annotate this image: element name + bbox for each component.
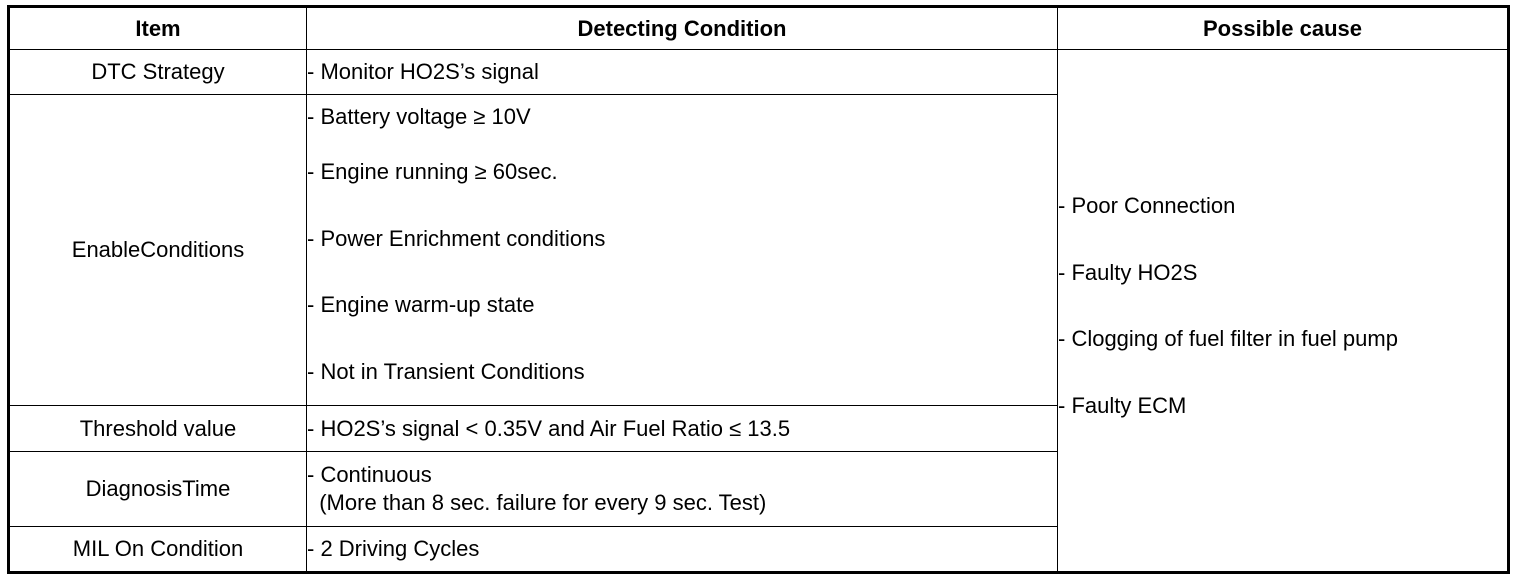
row-item-label: EnableConditions <box>9 95 307 406</box>
condition-line: - Continuous <box>307 462 432 487</box>
condition-line: - Monitor HO2S’s signal <box>307 59 539 84</box>
condition-line: - HO2S’s signal < 0.35V and Air Fuel Ratio ≤ 13.5 <box>307 415 791 441</box>
possible-cause-cell <box>1058 50 1509 573</box>
row-item-label: MIL On Condition <box>9 527 307 573</box>
cause-list <box>1058 50 1507 458</box>
condition-line: - 2 Driving Cycles <box>307 536 480 561</box>
row-item-label: Threshold value <box>9 406 307 452</box>
cause-line: - Poor Connection <box>1058 193 1236 218</box>
row-item-label: DTC Strategy <box>9 50 307 95</box>
condition-line: - Power Enrichment conditions <box>307 225 606 251</box>
row-item-label: DiagnosisTime <box>9 452 307 527</box>
condition-cell <box>307 95 1058 406</box>
condition-line: - Engine warm-up state <box>307 292 535 318</box>
condition-line: (More than 8 sec. failure for every 9 sec. Test) <box>307 490 767 515</box>
condition-cell <box>307 527 1058 573</box>
cause-line: - Clogging of fuel filter in fuel pump <box>1058 326 1398 351</box>
header-cause: Possible cause <box>1058 7 1509 50</box>
table-row <box>9 50 1509 95</box>
condition-line: - Battery voltage ≥ 10V <box>307 104 531 129</box>
condition-line: - Not in Transient Conditions <box>307 358 585 384</box>
dtc-table <box>7 5 1510 574</box>
condition-cell <box>307 406 1058 452</box>
condition-cell <box>307 50 1058 95</box>
cause-line: - Faulty ECM <box>1058 392 1187 418</box>
header-condition: Detecting Condition <box>307 7 1058 50</box>
condition-cell <box>307 452 1058 527</box>
header-item: Item <box>9 7 307 50</box>
cause-line: - Faulty HO2S <box>1058 259 1198 285</box>
condition-line: - Engine running ≥ 60sec. <box>307 159 558 185</box>
header-row <box>9 7 1509 50</box>
